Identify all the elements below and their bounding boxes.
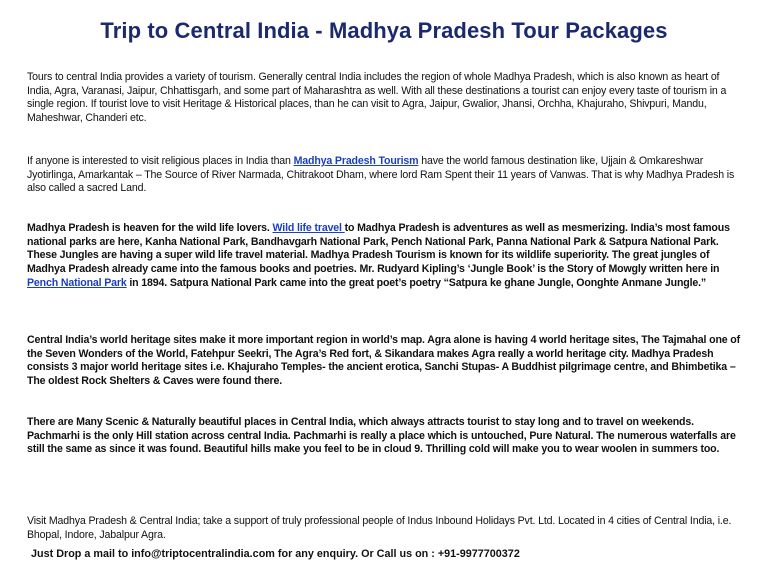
paragraph-religious xyxy=(27,155,743,196)
paragraph-visit-text: Visit Madhya Pradesh & Central India; take a support of truly professional people of Indus Inbound Holidays Pvt. Ltd. Located in 4 cities of Central India, i.e. Bhopal, Indore, Jabalpur Agra. xyxy=(27,515,732,541)
paragraph-wildlife-before: Madhya Pradesh is heaven for the wild life lovers. xyxy=(27,222,273,234)
paragraph-intro xyxy=(27,71,743,126)
paragraph-wildlife xyxy=(27,222,743,291)
paragraph-heritage-text: Central India’s world heritage sites make it more important region in world’s map. Agra alone is having 4 world heritage sites, The Tajmahal one of the Seven Wonders of the World, Fatehpur Seekri, The Agra’s Red fort, & Sikandara makes Agra really a world heritage city. Madhya Pradesh consists 3 major world heritage sites i.e. Khajuraho Temples- the ancient erotica, Sanchi Stupas- A Buddhist pilgrimage centre, and Bhimbetika – The oldest Rock Shelters & Caves were found there. xyxy=(27,334,741,388)
madhya-pradesh-tourism-link[interactable]: Madhya Pradesh Tourism xyxy=(293,155,419,167)
paragraph-intro-text: Tours to central India provides a variety of tourism. Generally central India includes the region of whole Madhya Pradesh, which is also known as heart of India, Agra, Varanasi, Jaipur, Chhattisgarh, and some part of Maharashtra as well. With all these destinations a tourist can enjoy every taste of tourism in a single region. If tourist love to visit Heritage & Historical places, than he can visit to Agra, Jaipur, Gwalior, Jhansi, Orchha, Khajuraho, Shivpuri, Mandu, Maheshwar, Chanderi etc. xyxy=(27,71,727,125)
paragraph-visit xyxy=(27,515,743,542)
page-title: Trip to Central India - Madhya Pradesh Tour Packages xyxy=(100,18,668,43)
paragraph-religious-before: If anyone is interested to visit religious places in India than xyxy=(27,155,294,167)
paragraph-wildlife-middle: to Madhya Pradesh is adventures as well as mesmerizing. India’s most famous national parks are here, Kanha National Park, Bandhavgarh National Park, Pench National Park, Panna National Park & Satpura National Park. These Jungles are having a super wild life travel material. Madhya Pradesh Tourism is known for its wildlife superiority. The great jungles of Madhya Pradesh already came into the famous books and poetries. Mr. Rudyard Kipling’s ‘Jungle Book’ is the Story of Mowgly written here in xyxy=(27,222,730,276)
paragraph-religious-after: have the world famous destination like, Ujjain & Omkareshwar Jyotirlinga, Amarkantak – The Source of River Narmada, Chitrakoot Dham, where lord Ram Spent their 11 years of Vanwas. That is why Madhya Pradesh is also called a sacred Land. xyxy=(27,155,735,195)
paragraph-scenic-text: There are Many Scenic & Naturally beautiful places in Central India, which always attracts tourist to stay long and to travel on weekends. Pachmarhi is the only Hill station across central India. Pachmarhi is really a place which is untouched, Pure Natural. The numerous waterfalls are still the same as since it was found. Beautiful hills make you feel to be in cloud 9. Thrilling cold will make you to wear woolen in summers too. xyxy=(27,416,736,456)
pench-national-park-link[interactable]: Pench National Park xyxy=(27,276,127,289)
wild-life-travel-link[interactable]: Wild life travel xyxy=(272,222,345,234)
contact-line: Just Drop a mail to info@triptocentralindia.com for any enquiry. Or Call us on : +91-9977700372 xyxy=(31,548,520,560)
paragraph-heritage xyxy=(27,334,743,389)
paragraph-scenic xyxy=(27,416,743,457)
paragraph-wildlife-after: in 1894. Satpura National Park came into the great poet’s poetry “Satpura ke ghane Jungle, Oonghte Anmane Jungle.” xyxy=(126,276,707,289)
